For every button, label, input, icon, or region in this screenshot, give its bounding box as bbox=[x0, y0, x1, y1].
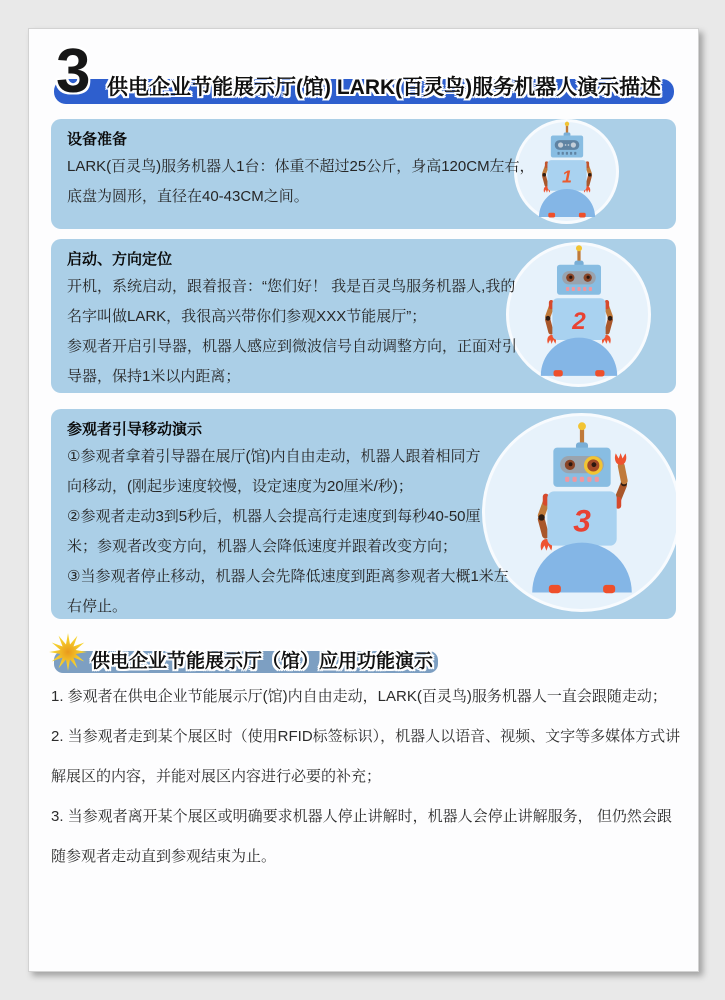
robot-illustration-1 bbox=[523, 121, 611, 223]
document-page bbox=[28, 28, 699, 972]
card-line: 向移动，(刚起步速度较慢，设定速度为20厘米/秒)； bbox=[67, 478, 413, 495]
card-line: 米；参观者改变方向，机器人会降低速度并跟着改变方向； bbox=[67, 538, 458, 555]
robot-illustration-3 bbox=[504, 422, 660, 603]
card-body bbox=[67, 152, 535, 212]
card-heading: 参观者引导移动演示 bbox=[67, 421, 203, 438]
demo-paragraph: 1. 参观者在供电企业节能展示厅(馆)内自由走动，LARK(百灵鸟)服务机器人一直会跟随走动； bbox=[51, 688, 667, 705]
card-guided-movement-demo bbox=[51, 409, 676, 619]
robot-number-label: 2 bbox=[571, 307, 586, 335]
card-line: 开机，系统启动，跟着报音：“您们好！ 我是百灵鸟服务机器人,我的 bbox=[67, 278, 516, 295]
card-line: ①参观者拿着引导器在展厅(馆)内自由走动，机器人跟着相同方 bbox=[67, 448, 481, 465]
card-line: 名字叫做LARK，我很高兴带你们参观XXX节能展厅”； bbox=[67, 308, 427, 325]
robot-number-label: 3 bbox=[572, 502, 591, 539]
demo-paragraph: 3. 当参观者离开某个展区或明确要求机器人停止讲解时，机器人会停止讲解服务， 但仍然会跟随参观者走动直到参观结束为止。 bbox=[51, 808, 672, 865]
robot-circle bbox=[506, 242, 651, 387]
card-line: ②参观者走动3到5秒后，机器人会提高行走速度到每秒40-50厘 bbox=[67, 508, 481, 525]
robot-circle bbox=[482, 413, 676, 612]
card-startup-orientation bbox=[51, 239, 676, 393]
card-line: 参观者开启引导器，机器人感应到微波信号自动调整方向，正面对引 bbox=[67, 338, 518, 355]
card-heading: 设备准备 bbox=[67, 131, 128, 148]
section-number: 3 bbox=[56, 37, 91, 106]
card-body bbox=[67, 272, 517, 392]
card-equipment-preparation bbox=[51, 119, 676, 229]
card-line: 右停止。 bbox=[67, 598, 128, 615]
page-title: 供电企业节能展示厅(馆) LARK(百灵鸟)服务机器人演示描述 bbox=[107, 76, 662, 99]
card-line: LARK(百灵鸟)服务机器人1台：体重不超过25公斤，身高120CM左右， bbox=[67, 158, 535, 175]
robot-illustration-2 bbox=[519, 245, 639, 384]
card-heading: 启动、方向定位 bbox=[67, 251, 173, 268]
starburst-icon bbox=[48, 632, 88, 672]
demo-paragraph: 2. 当参观者走到某个展区时（使用RFID标签标识），机器人以语音、视频、文字等多媒体方式讲解展区的内容，并能对展区内容进行必要的补充； bbox=[51, 728, 681, 785]
card-line: 导器，保持1米以内距离； bbox=[67, 368, 241, 385]
robot-number-label: 1 bbox=[561, 166, 572, 187]
demo-section-title: 供电企业节能展示厅（馆）应用功能演示 bbox=[91, 651, 434, 672]
card-line: ③当参观者停止移动，机器人会先降低速度到距离参观者大概1米左 bbox=[67, 568, 509, 585]
demo-paragraph-list bbox=[51, 677, 684, 877]
card-line: 底盘为圆形，直径在40-43CM之间。 bbox=[67, 188, 309, 205]
card-body bbox=[67, 442, 509, 619]
